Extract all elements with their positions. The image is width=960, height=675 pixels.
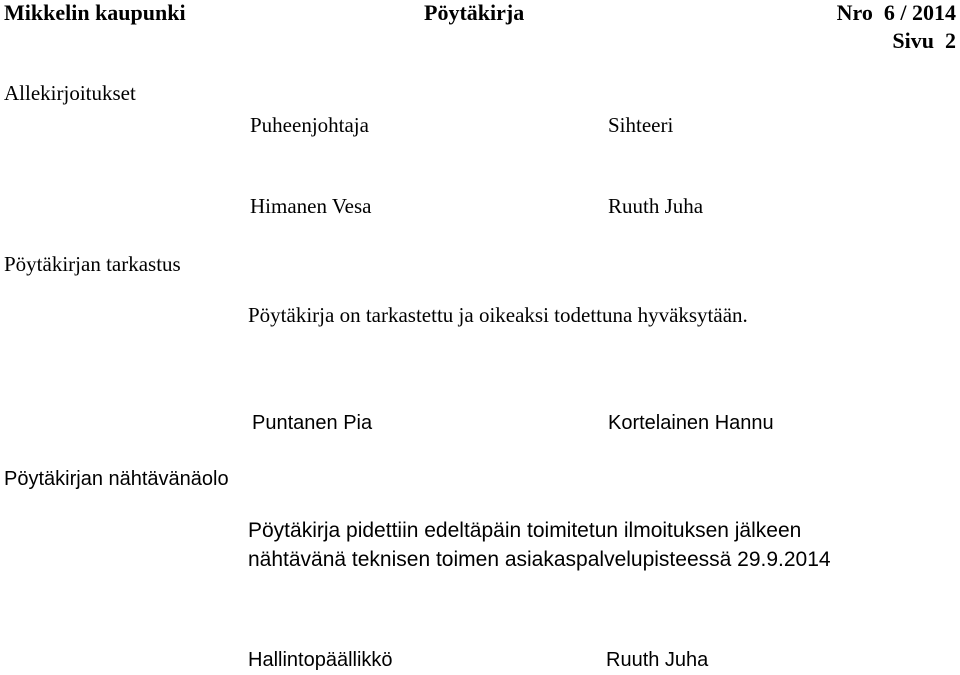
display-statement-line-2: nähtävänä teknisen toimen asiakaspalvelupisteessä 29.9.2014 — [248, 548, 831, 571]
certifier-role: Hallintopäällikkö — [248, 649, 393, 671]
page-number: Sivu 2 — [892, 28, 956, 53]
display-heading: Pöytäkirjan nähtävänäolo — [4, 468, 229, 490]
signatures-heading: Allekirjoitukset — [4, 81, 136, 105]
reviewer-2-name: Kortelainen Hannu — [608, 412, 774, 434]
document-type: Pöytäkirja — [424, 0, 525, 25]
chair-name: Himanen Vesa — [250, 194, 372, 218]
review-heading: Pöytäkirjan tarkastus — [4, 252, 181, 276]
chair-role: Puheenjohtaja — [250, 113, 369, 137]
organization-name: Mikkelin kaupunki — [4, 0, 186, 25]
document-number: Nro 6 / 2014 — [836, 0, 956, 25]
secretary-role: Sihteeri — [608, 113, 674, 137]
certifier-name: Ruuth Juha — [606, 649, 709, 671]
secretary-name: Ruuth Juha — [608, 194, 704, 218]
reviewer-1-name: Puntanen Pia — [252, 412, 373, 434]
display-statement-line-1: Pöytäkirja pidettiin edeltäpäin toimitetun ilmoituksen jälkeen — [248, 519, 802, 542]
review-statement: Pöytäkirja on tarkastettu ja oikeaksi todettuna hyväksytään. — [248, 303, 748, 327]
